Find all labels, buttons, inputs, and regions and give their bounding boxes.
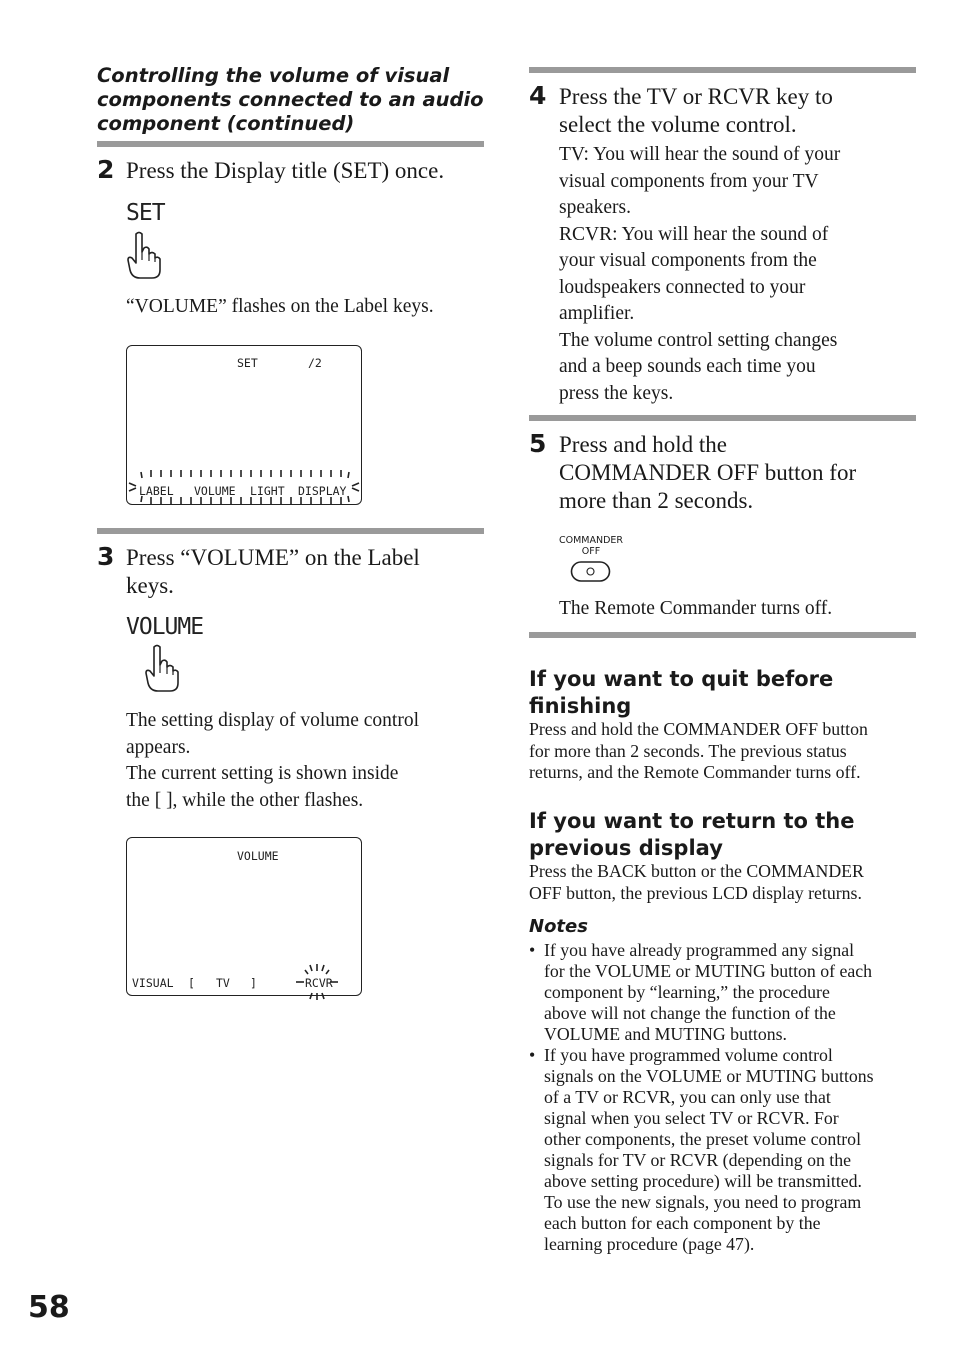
- body-line: The setting display of volume control: [126, 710, 419, 731]
- step-body: [126, 708, 419, 814]
- step-note: The Remote Commander turns off.: [559, 598, 833, 619]
- step-instruction: [126, 544, 420, 600]
- header-line: Controlling the volume of visual: [97, 64, 450, 87]
- heading-line: If you want to return to the: [529, 809, 855, 833]
- lcd-label-key: LABEL: [139, 484, 174, 498]
- note-item: [544, 940, 872, 1045]
- body-line: for more than 2 seconds. The previous status: [529, 740, 847, 761]
- divider: [97, 528, 484, 534]
- step-line: Press the TV or RCVR key to: [559, 84, 833, 109]
- body-line: Press the BACK button or the COMMANDER: [529, 861, 864, 881]
- divider: [529, 67, 916, 73]
- page-number: 58: [28, 1290, 70, 1325]
- body-line: TV: You will hear the sound of your: [559, 144, 841, 165]
- button-caption: COMMANDER: [559, 535, 624, 546]
- lcd-label-key: DISPLAY: [298, 484, 347, 498]
- body-line: loudspeakers connected to your: [559, 276, 806, 298]
- body-line: appears.: [126, 736, 191, 758]
- note-line: above setting procedure) will be transmitted.: [544, 1171, 862, 1191]
- return-heading: [529, 808, 855, 862]
- body-line: visual components from your TV: [559, 170, 819, 192]
- lcd-flashing-option: RCVR: [305, 976, 333, 990]
- set-button-label: SET: [126, 200, 165, 226]
- step-instruction: [559, 431, 856, 515]
- step-instruction: Press the Display title (SET) once.: [126, 158, 445, 183]
- pointing-hand-icon: [126, 230, 166, 280]
- section-header: [97, 64, 487, 136]
- divider: [529, 415, 916, 421]
- body-line: returns, and the Remote Commander turns off.: [529, 762, 861, 782]
- lcd-display: [126, 837, 362, 996]
- lcd-page-indicator: /2: [308, 356, 322, 370]
- heading-line: previous display: [529, 836, 723, 860]
- body-line: Press and hold the COMMANDER OFF button: [529, 719, 868, 739]
- commander-off-label: [559, 536, 623, 557]
- lcd-label-key: LIGHT: [250, 484, 285, 498]
- note-line: of a TV or RCVR, you can only use that: [544, 1087, 831, 1107]
- body-line: OFF button, the previous LCD display returns.: [529, 882, 862, 903]
- lcd-bracket: ]: [250, 976, 257, 990]
- step-line: Press and hold the: [559, 432, 728, 457]
- note-line: To use the new signals, you need to program: [544, 1192, 862, 1212]
- return-body: [529, 861, 864, 904]
- body-line: RCVR: You will hear the sound of: [559, 223, 829, 245]
- step-number: 4: [529, 81, 547, 110]
- lcd-selected-option: TV: [216, 976, 230, 990]
- note-bullet-mark: •: [529, 940, 536, 960]
- heading-line: If you want to quit before: [529, 667, 834, 691]
- lcd-source-label: VISUAL: [132, 976, 174, 990]
- lcd-title: SET: [237, 356, 258, 370]
- notes-heading: Notes: [529, 916, 588, 937]
- step-line: Press “VOLUME” on the Label: [126, 545, 420, 570]
- step-line: COMMANDER OFF button for: [559, 460, 857, 485]
- step-note: “VOLUME” flashes on the Label keys.: [126, 296, 434, 317]
- body-line: amplifier.: [559, 303, 635, 324]
- body-line: The volume control setting changes: [559, 329, 838, 351]
- step-instruction: [559, 83, 833, 139]
- note-line: signals on the VOLUME or MUTING buttons: [544, 1066, 874, 1086]
- body-line: and a beep sounds each time you: [559, 356, 816, 377]
- heading-line: finishing: [529, 694, 632, 718]
- step-number: 3: [97, 542, 115, 571]
- note-item: [544, 1045, 874, 1255]
- note-line: component by “learning,” the procedure: [544, 982, 830, 1002]
- body-line: press the keys.: [559, 382, 674, 404]
- header-line: component (continued): [97, 112, 355, 135]
- step-line: more than 2 seconds.: [559, 488, 754, 513]
- divider: [529, 632, 916, 638]
- note-line: VOLUME and MUTING buttons.: [544, 1024, 787, 1044]
- note-line: above will not change the function of the: [544, 1003, 836, 1023]
- note-line: learning procedure (page 47).: [544, 1234, 755, 1254]
- note-line: signal when you select TV or RCVR. For: [544, 1108, 839, 1128]
- divider: [97, 141, 484, 147]
- note-line: If you have programmed volume control: [544, 1045, 833, 1065]
- step-number: 5: [529, 429, 547, 458]
- lcd-title: VOLUME: [237, 849, 279, 863]
- note-line: If you have already programmed any signal: [544, 940, 855, 960]
- quit-body: [529, 719, 868, 784]
- header-line: components connected to an audio: [97, 88, 484, 111]
- body-line: the [ ], while the other flashes.: [126, 789, 364, 811]
- volume-button-label: VOLUME: [126, 614, 204, 640]
- pointing-hand-icon: [144, 643, 184, 693]
- lcd-label-key: VOLUME: [194, 484, 236, 498]
- note-line: for the VOLUME or MUTING button of each: [544, 961, 873, 981]
- note-line: other components, the preset volume control: [544, 1129, 862, 1149]
- note-line: signals for TV or RCVR (depending on the: [544, 1150, 852, 1170]
- quit-heading: [529, 666, 833, 720]
- button-caption: OFF: [581, 545, 601, 557]
- body-line: The current setting is shown inside: [126, 763, 399, 784]
- step-line: select the volume control.: [559, 112, 797, 137]
- commander-off-button-icon: [570, 560, 612, 584]
- lcd-bracket: [: [188, 976, 195, 990]
- step-body: [559, 142, 840, 407]
- lcd-display: [126, 345, 362, 505]
- note-bullet-mark: •: [529, 1045, 536, 1065]
- note-line: each button for each component by the: [544, 1213, 821, 1233]
- body-line: your visual components from the: [559, 250, 817, 271]
- body-line: speakers.: [559, 197, 632, 218]
- step-number: 2: [97, 155, 115, 184]
- step-line: keys.: [126, 573, 174, 598]
